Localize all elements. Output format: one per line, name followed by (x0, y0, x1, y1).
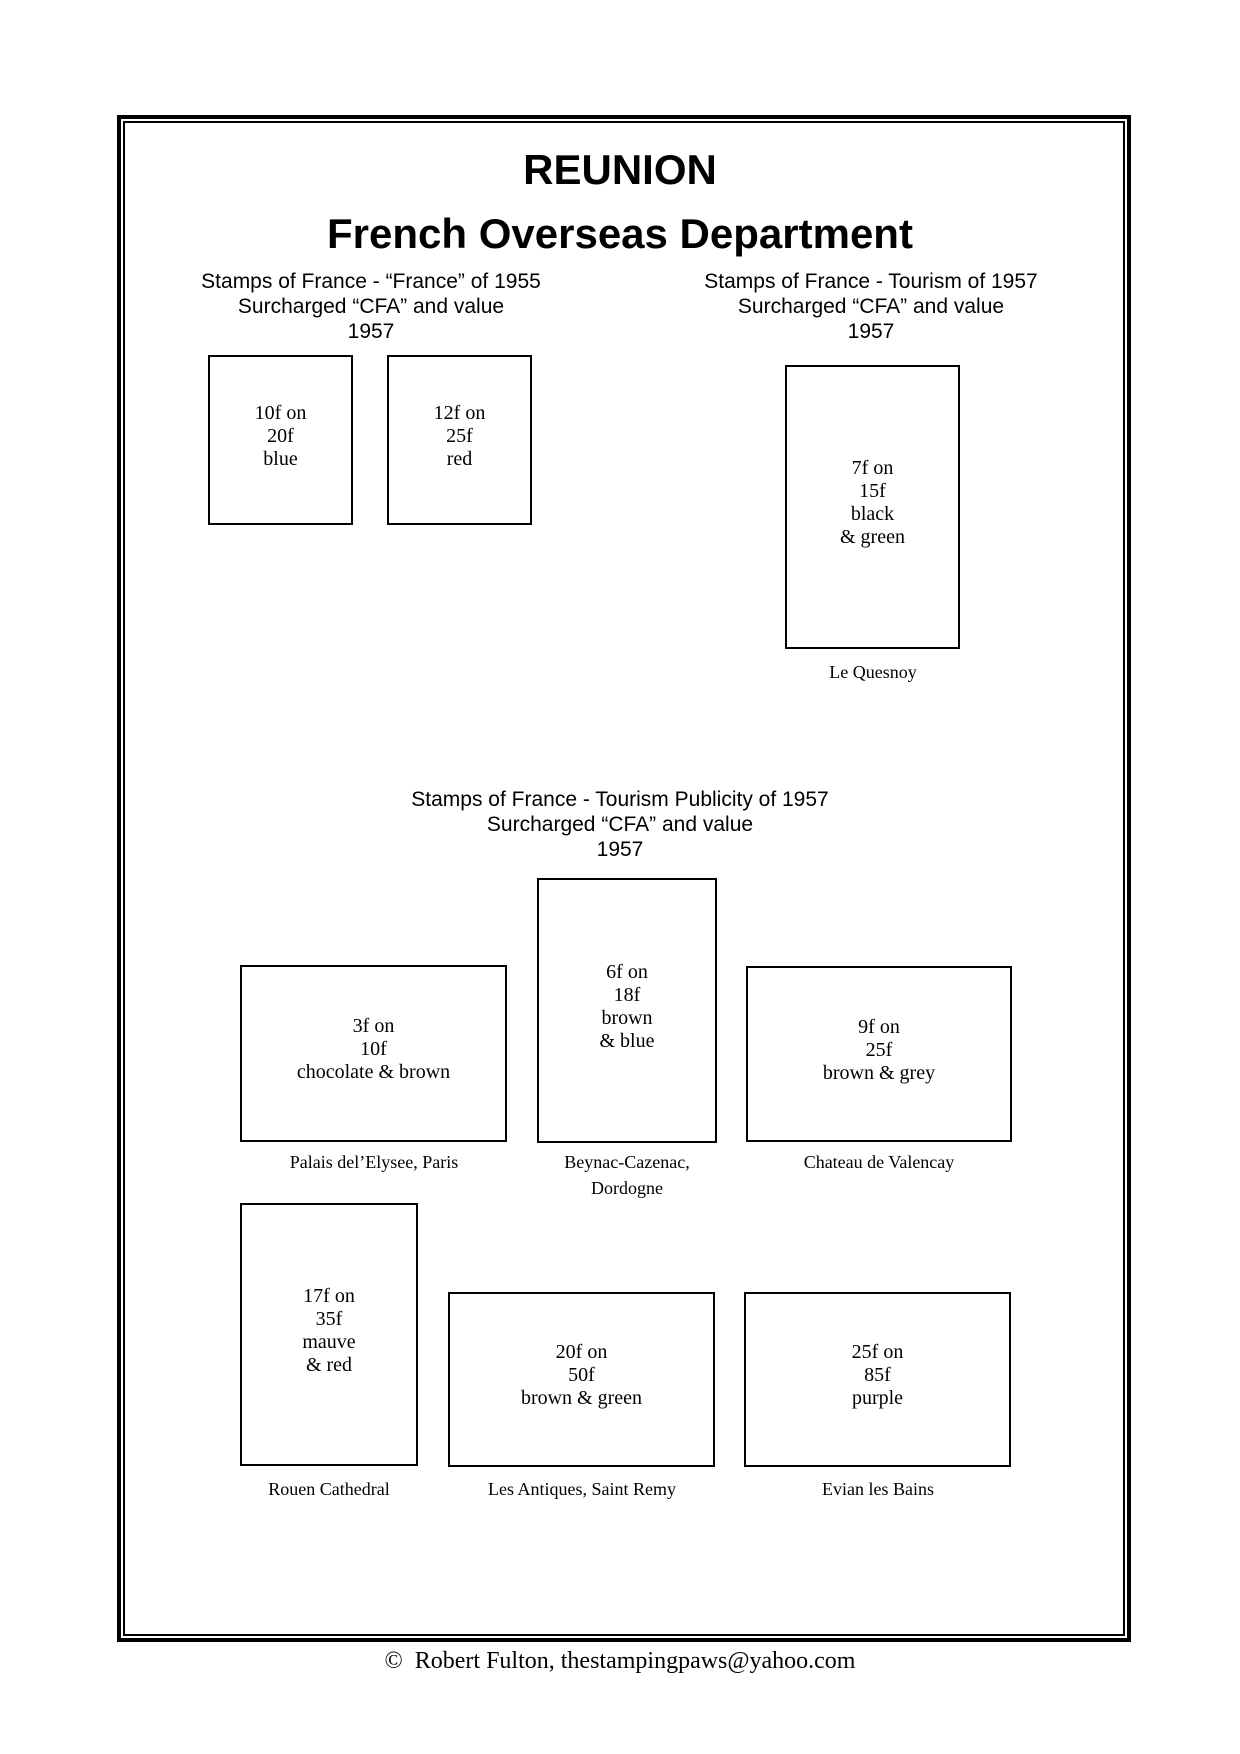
stamp-label-line: red (446, 447, 473, 470)
section-header-line: Stamps of France - Tourism of 1957 (704, 270, 1038, 293)
stamp-label-line: brown & grey (822, 1061, 936, 1084)
stamp-box-20f-on-50f-brown-green (448, 1292, 715, 1467)
section-header-tourism-1957 (611, 269, 1131, 344)
stamp-label-line: 25f (446, 424, 473, 447)
stamp-label-line: purple (851, 1387, 904, 1409)
stamp-label-line: 3f on (352, 1015, 395, 1037)
stamp-caption-chateau-de-valencay (729, 1149, 1029, 1175)
stamp-label-line: 6f on (606, 960, 648, 983)
stamp-label-line: brown (601, 1006, 653, 1029)
stamp-caption-line: Rouen Cathedral (268, 1479, 390, 1499)
section-header-tourism-publicity-1957 (360, 787, 880, 862)
stamp-label-line: black (850, 503, 895, 525)
stamp-caption-les-antiques-saint-remy (432, 1476, 732, 1502)
stamp-label-line: & red (305, 1353, 353, 1376)
stamp-caption-line: Dordogne (591, 1178, 663, 1198)
stamp-box-9f-on-25f-brown-grey (746, 966, 1012, 1142)
stamp-label-line: blue (263, 447, 298, 470)
stamp-box-17f-on-35f-mauve-red (240, 1203, 418, 1466)
stamp-caption-evian-les-bains (728, 1476, 1028, 1502)
stamp-box-25f-on-85f-purple (744, 1292, 1011, 1467)
stamp-caption-line: Chateau de Valencay (803, 1152, 955, 1172)
stamp-box-10f-on-20f-blue (208, 355, 353, 525)
section-header-line: 1957 (847, 320, 895, 343)
stamp-label-line: & green (840, 526, 905, 548)
stamp-box-7f-on-15f-black-green (785, 365, 960, 649)
stamp-label-line: 20f (267, 424, 294, 447)
stamp-label-line: 10f on (254, 401, 307, 424)
stamp-caption-line: Les Antiques, Saint Remy (488, 1479, 676, 1499)
section-header-line: Stamps of France - Tourism Publicity of 1957 (411, 788, 829, 811)
stamp-caption-line: Le Quesnoy (829, 662, 917, 682)
stamp-label-line: 7f on (851, 457, 894, 479)
stamp-label-line: brown & green (520, 1387, 643, 1409)
stamp-label-line: 85f (864, 1364, 891, 1386)
stamp-label-line: 12f on (433, 401, 486, 424)
stamp-caption-line: Palais del’Elysee, Paris (289, 1152, 459, 1172)
section-header-line: 1957 (347, 320, 395, 343)
stamp-label-line: mauve (302, 1330, 356, 1353)
stamp-label-line: 25f on (851, 1341, 904, 1363)
stamp-label-line: 17f on (303, 1284, 355, 1307)
stamp-label-line: chocolate & brown (296, 1061, 451, 1083)
stamp-caption-line: Evian les Bains (822, 1479, 934, 1499)
stamp-label-line: 20f on (555, 1341, 608, 1363)
copyright-footer: © Robert Fulton, thestampingpaws@yahoo.com (384, 1648, 856, 1674)
stamp-box-6f-on-18f-brown-blue (537, 878, 717, 1143)
section-header-line: 1957 (596, 838, 644, 861)
section-header-line: Surcharged “CFA” and value (737, 295, 1005, 318)
stamp-caption-line: Beynac-Cazenac, (564, 1152, 690, 1172)
stamp-label-line: 35f (315, 1307, 343, 1330)
stamp-caption-le-quesnoy (723, 659, 1023, 685)
stamp-label-line: 18f (613, 983, 641, 1006)
stamp-box-3f-on-10f-chocolate-brown (240, 965, 507, 1142)
section-header-line: Stamps of France - “France” of 1955 (201, 270, 541, 293)
stamp-label-line: 9f on (858, 1015, 900, 1038)
section-header-line: Surcharged “CFA” and value (486, 813, 754, 836)
stamp-box-12f-on-25f-red (387, 355, 532, 525)
stamp-label-line: 50f (568, 1364, 595, 1386)
section-header-line: Surcharged “CFA” and value (237, 295, 505, 318)
page-title: REUNION (523, 146, 717, 193)
stamp-label-line: 25f (865, 1038, 893, 1061)
stamp-label-line: 15f (859, 480, 886, 502)
page-subtitle: French Overseas Department (327, 210, 913, 257)
stamp-label-line: & blue (599, 1029, 655, 1052)
stamp-label-line: 10f (360, 1038, 387, 1060)
section-header-france-1955 (111, 269, 631, 344)
